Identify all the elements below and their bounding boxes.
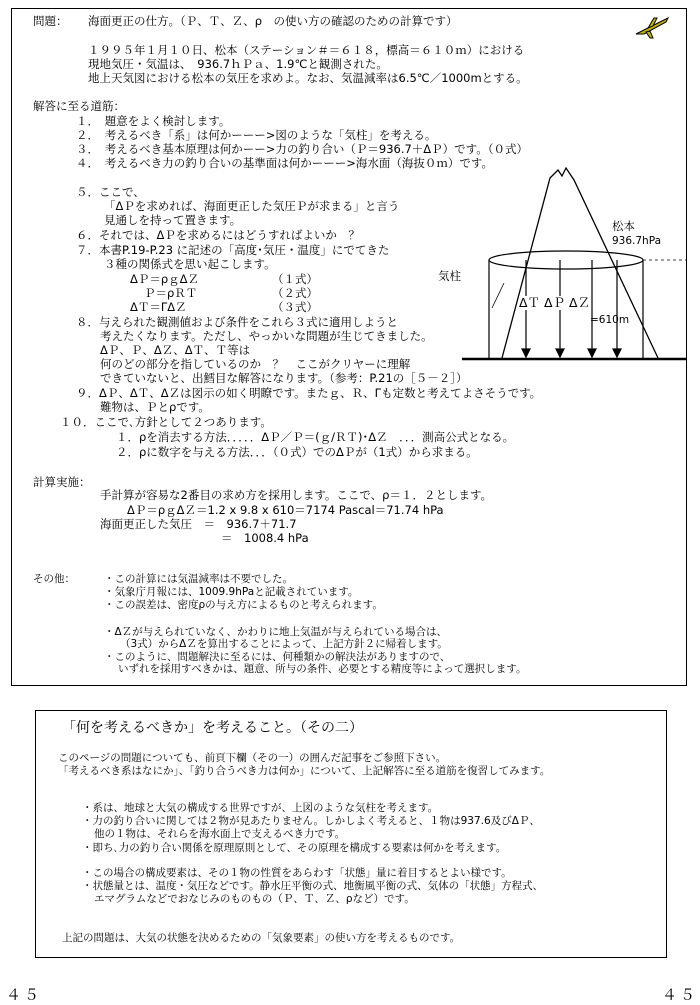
other-line-5: （3式）からΔＺを算出することによって、上記方針２に帰着します。 [120, 638, 448, 650]
note-bullet-3: ・即ち､力の釣り合い関係を原理原則として、その原理を構成する要素は何かを考えます。 [82, 842, 507, 854]
other-line-1: ・この計算には気温減率は不要でした。 [104, 573, 293, 585]
note-bullet-1: ・系は、地球と大気の構成する世界ですが、上図のような気柱を考えます。 [82, 802, 439, 814]
note-title: 「何を考えるべきか」を考えること。（その二） [62, 720, 363, 736]
approach-step-5-line-2: 「ΔＰを求めれば、海面更正した気圧Ｐが求まる」と言う [104, 199, 400, 213]
note-bullet-2: ・力の釣り合いに関しては２物が見あたりません。しかしよく考えると、１物は937.6及びΔＰ、 [82, 815, 540, 827]
approach-step-7: ７．本書P.19-P.23 に記述の「高度･気圧・温度」にでてきた [76, 243, 390, 257]
approach-step-8-line-2: 考えたくなります。ただし、やっかいな問題が生じてきました。 [100, 329, 433, 343]
approach-step-8-line-5: できていないと、出鱈目な解答になります。（参考：P.21の［５－２］） [100, 371, 468, 385]
formula-3: ΔＴ＝ΓΔＺ [130, 300, 187, 314]
problem-label: 問題： [33, 14, 68, 28]
formula-2: Ｐ＝ρＲＴ [144, 286, 198, 300]
other-heading: その他： [33, 573, 75, 585]
approach-step-8: ８．与えられた観測値および条件をこれら３式に適用しようと [76, 315, 398, 329]
figure-label-matsumoto: 松本 [612, 219, 635, 233]
figure-label-deltas: ΔＴ ΔＰ ΔＺ [519, 295, 591, 310]
problem-line-3: 地上天気図における松本の気圧を求めよ。なお、気温減率は6.5℃／1000mとする。 [88, 71, 528, 85]
approach-step-10-option-1: １．ρを消去する方法．．．．．ΔＰ／Ｐ＝(ｇ/ＲＴ)･ΔＺ ．．．測高公式となる。 [116, 430, 515, 444]
approach-step-3: ３． 考えるべき基本原理は何かーー>力の釣り合い（Ｐ＝936.7＋ΔＰ）です。（０式） [76, 142, 529, 156]
calc-line-1: 手計算が容易な2番目の求め方を採用します。ここで、ρ＝１．２とします。 [100, 488, 493, 502]
approach-step-2: ２． 考えるべき「系」は何かーーー>図のような「気柱」を考える。 [76, 128, 437, 142]
other-line-2: ・気象庁月報には、1009.9hPaと記載されています。 [104, 586, 359, 598]
approach-step-10: １０．ここで､方針として２つあります。 [60, 415, 272, 429]
formula-2-tag: （２式） [272, 286, 318, 300]
approach-step-8-line-4: 何のどの部分を指しているのか ？ ここがクリヤーに理解 [100, 357, 411, 371]
approach-step-9: ９．ΔＰ、ΔＴ、ΔＺは図示の如く明瞭です。またｇ、Ｒ、Γも定数と考えてよさそうです。 [76, 386, 542, 400]
airplane-icon [634, 14, 670, 40]
approach-step-5-line-3: 見通しを持って置きます。 [104, 213, 242, 227]
approach-step-7-line-2: ３種の関係式を思い起こします。 [104, 257, 276, 271]
figure-label-height: =610m [590, 314, 630, 326]
problem-title: 海面更正の仕方。（Ｐ、Ｔ、Ｚ、ρ の使い方の確認のための計算です） [88, 14, 458, 28]
approach-step-4: ４． 考えるべき力の釣り合いの基準面は何かーーー>海水面（海抜０ｍ）です。 [76, 156, 493, 170]
problem-line-2: 現地気圧・気温は、 936.7ｈＰａ、1.9℃と観測された。 [88, 57, 388, 71]
approach-step-1: １． 題意をよく検討します。 [76, 114, 231, 128]
calc-heading: 計算実施： [33, 475, 91, 489]
other-line-4: ・ΔＺが与えられていなく、かわりに地上気温が与えられている場合は、 [104, 626, 447, 638]
air-column-diagram [462, 158, 687, 368]
approach-heading: 解答に至る道筋： [33, 99, 125, 113]
note-intro-1: このページの問題についても、前頁下欄（その一）の囲んだ記事をご参照下さい。 [58, 752, 447, 764]
approach-step-8-line-3: ΔＰ、Ｐ、ΔＺ、ΔＴ、Ｔ等は [100, 343, 251, 357]
other-line-6: ・このように、問題解決に至るには、何種類かの解決法がありますので、 [104, 651, 451, 663]
page-number-left: ４５ [6, 986, 43, 1004]
note-closing: 上記の問題は、大気の状態を決めるための「気象要素」の使い方を考えるものです。 [62, 932, 461, 944]
other-line-3: ・この誤差は、密度ρの与え方によるものと考えられます。 [104, 599, 383, 611]
note-bullet-2-cont: 他の１物は、それらを海水面上で支えるべき力です。 [94, 828, 346, 840]
note-bullet-4: ・この場合の構成要素は、その１物の性質をあらわす「状態」量に着目するとよい様です。 [82, 867, 512, 879]
approach-step-9-line-2: 難物は、Ｐとρです。 [100, 400, 210, 414]
calc-line-2: ΔＰ＝ρｇΔＺ＝1.2 x 9.8 x 610＝7174 Pascal＝71.74 hPa [127, 503, 444, 517]
page-number-right: ４５ [662, 986, 699, 1004]
note-bullet-5: ・状態量とは、温度・気圧などです。静水圧平衡の式、地衡風平衡の式、気体の「状態」方程式、 [82, 880, 544, 892]
note-intro-2: 「考えるべき系はなにか」、「釣り合うべき力は何か」について、上記解答に至る道筋を復習してみます。 [58, 765, 551, 777]
problem-line-1: １９９５年１月１０日、松本（ステーション＃＝６１８，標高＝６１０ｍ）における [88, 43, 525, 57]
formula-3-tag: （３式） [272, 300, 318, 314]
figure-label-column: 気柱 [438, 269, 461, 283]
formula-1: ΔＰ＝ρｇΔＺ [130, 272, 200, 286]
approach-step-5: ５．ここで、 [76, 185, 145, 199]
figure-label-pressure: 936.7hPa [612, 235, 662, 247]
approach-step-6: ６．それでは、ΔＰを求めるにはどうすればよいか ？ [76, 228, 360, 242]
calc-line-4: ＝ 1008.4 hPa [221, 531, 309, 545]
calc-line-3: 海面更正した気圧 ＝ 936.7＋71.7 [100, 517, 297, 531]
formula-1-tag: （１式） [272, 272, 318, 286]
note-bullet-5-cont: エマグラムなどでおなじみのものもの（Ｐ、Ｔ、Ｚ、ρなど）です。 [94, 893, 415, 905]
other-line-7: いずれを採用すべきかは、題意、所与の条件、必要とする精度等によって選択します。 [118, 663, 527, 675]
approach-step-10-option-2: ２．ρに数字を与える方法．．．（０式）でのΔＰが（1式）から求まる。 [116, 445, 478, 459]
